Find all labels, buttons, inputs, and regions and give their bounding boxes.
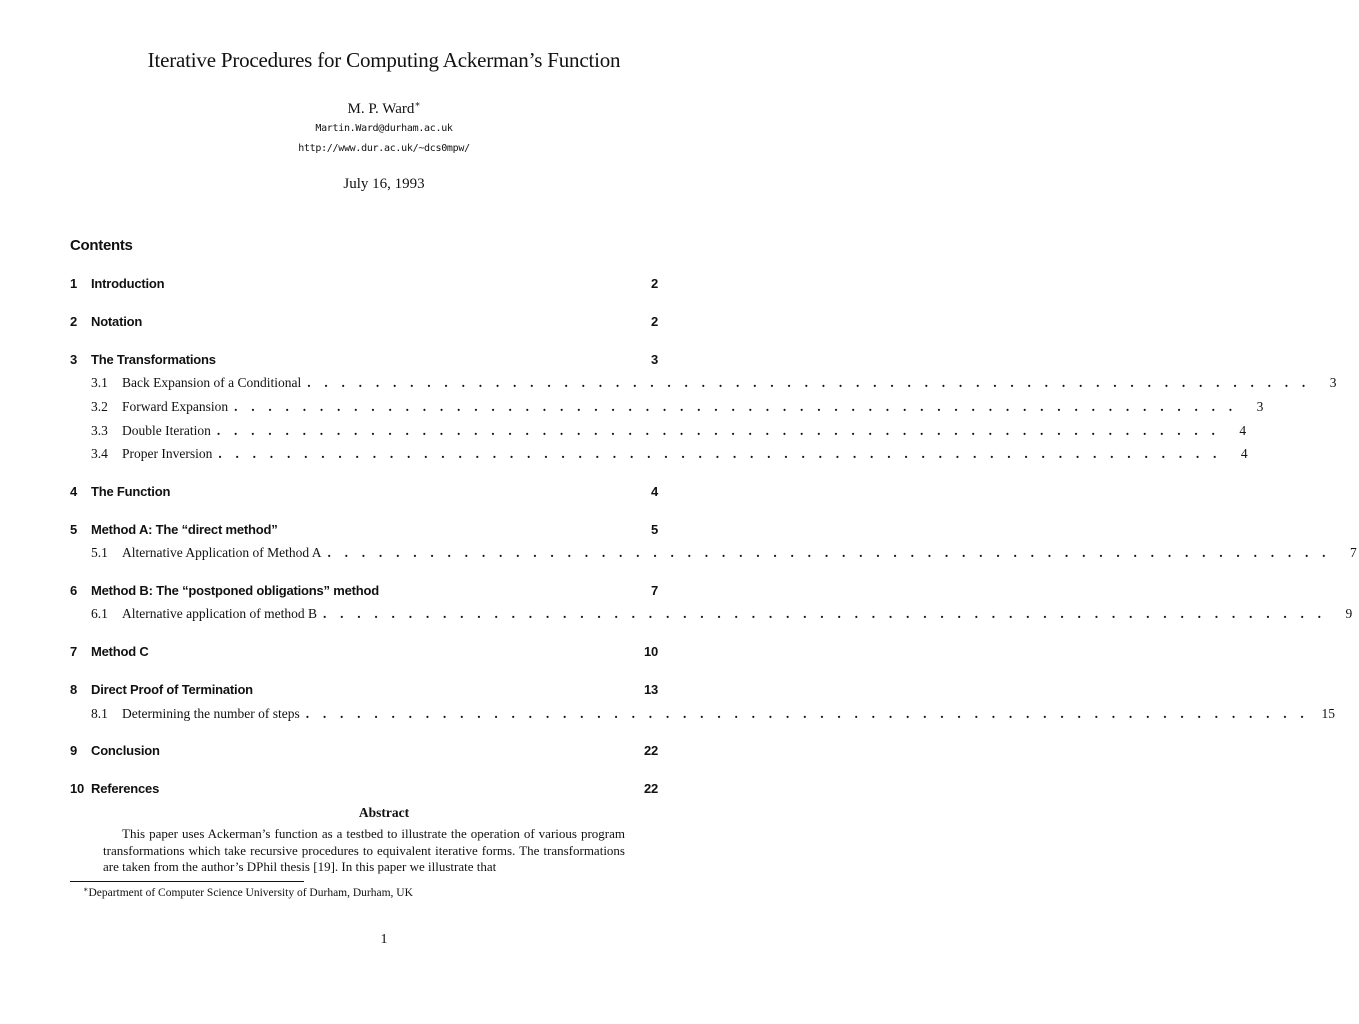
abstract-heading: Abstract: [358, 805, 410, 820]
toc-page-number: 2: [650, 276, 658, 291]
toc-section-title: The Transformations: [91, 352, 216, 367]
contents-heading: Contents: [70, 237, 133, 254]
toc-section-title: Method B: The “postponed obligations” method: [91, 583, 380, 598]
toc-subsection-number: 3.3: [91, 423, 108, 438]
toc-section[interactable]: [70, 781, 660, 801]
toc-section-title: Notation: [91, 314, 143, 329]
toc-section[interactable]: [70, 583, 660, 603]
toc-section-number: 6: [70, 583, 78, 598]
toc-section-number: 2: [70, 314, 78, 329]
toc-page-number: 7: [650, 583, 658, 598]
toc-section[interactable]: [70, 276, 660, 296]
toc-page-number: 2: [650, 314, 658, 329]
toc-section[interactable]: [70, 352, 660, 372]
footnote-text: Department of Computer Science University of Durham, Durham, UK: [88, 887, 413, 899]
toc-section-number: 3: [70, 352, 78, 367]
toc-subsection-title: Alternative Application of Method A: [122, 545, 322, 560]
toc-page-number: 9: [1345, 606, 1353, 621]
toc-page-number: 5: [650, 522, 658, 537]
toc-page-number: 4: [1240, 446, 1248, 461]
toc-subsection-title: Double Iteration: [122, 423, 211, 438]
toc-subsection-number: 3.2: [91, 399, 108, 414]
toc-page-number: 4: [1239, 423, 1247, 438]
toc-dot-leader: . . . . . . . . . . . . . . . . . . . . . . . . . . . . . . . . . . . . . . . . . . . . . . . . . . . . . . . . . . .: [327, 545, 1331, 560]
toc-section-number: 10: [70, 781, 85, 796]
toc-subsection[interactable]: [91, 606, 1353, 626]
toc-dot-leader: . . . . . . . . . . . . . . . . . . . . . . . . . . . . . . . . . . . . . . . . . . . . . . . . . . . . . . . . . . .: [216, 423, 1221, 438]
footnote-rule: [70, 881, 304, 882]
abstract-body: [103, 826, 625, 876]
author-footnote-mark: ∗: [414, 99, 421, 109]
abstract-paragraph: This paper uses Ackerman’s function as a testbed to illustrate the operation of various program transformations which take recursive procedures to equivalent iterative forms. The transformations are taken from the author’s DPhil thesis [19]. In this paper we illustrate that: [103, 826, 625, 874]
toc-subsection-title: Determining the number of steps: [122, 706, 300, 721]
toc-section-title: Introduction: [91, 276, 165, 291]
toc-section-number: 8: [70, 682, 78, 697]
toc-subsection-number: 6.1: [91, 606, 108, 621]
toc-subsection[interactable]: [91, 446, 1248, 466]
toc-section[interactable]: [70, 484, 660, 504]
toc-page-number: 3: [1256, 399, 1264, 414]
paper-title: Iterative Procedures for Computing Ackerman’s Function: [147, 48, 621, 72]
toc-dot-leader: . . . . . . . . . . . . . . . . . . . . . . . . . . . . . . . . . . . . . . . . . . . . . . . . . . . . . . . . . . .: [218, 446, 1222, 461]
author-line: [0, 99, 768, 118]
author-url[interactable]: http://www.dur.ac.uk/~dcs0mpw/: [298, 143, 470, 154]
toc-section-title: References: [91, 781, 160, 796]
toc-page-number: 10: [643, 644, 658, 659]
toc-page-number: 13: [643, 682, 658, 697]
toc-subsection-number: 5.1: [91, 545, 108, 560]
author-name: M. P. Ward: [347, 101, 415, 117]
toc-section-title: Method A: The “direct method”: [91, 522, 278, 537]
toc-subsection-number: 3.4: [91, 446, 108, 461]
toc-dot-leader: . . . . . . . . . . . . . . . . . . . . . . . . . . . . . . . . . . . . . . . . . . . . . . . . . . . . . . . . . . .: [307, 375, 1311, 390]
toc-subsection-number: 3.1: [91, 375, 108, 390]
toc-page-number: 22: [643, 743, 658, 758]
toc-section[interactable]: [70, 682, 660, 702]
toc-subsection[interactable]: [91, 399, 1264, 419]
toc-subsection-title: Forward Expansion: [122, 399, 229, 414]
toc-section-number: 5: [70, 522, 78, 537]
toc-section-title: Method C: [91, 644, 149, 659]
toc-dot-leader: . . . . . . . . . . . . . . . . . . . . . . . . . . . . . . . . . . . . . . . . . . . . . . . . . . . . . . . . . . .: [322, 606, 1327, 621]
toc-section-number: 9: [70, 743, 78, 758]
toc-subsection[interactable]: [91, 423, 1247, 443]
toc-subsection-title: Alternative application of method B: [122, 606, 317, 621]
author-email[interactable]: Martin.Ward@durham.ac.uk: [315, 123, 453, 134]
paper-date: July 16, 1993: [343, 176, 425, 192]
page-number: 1: [380, 932, 388, 947]
toc-subsection-title: Back Expansion of a Conditional: [122, 375, 302, 390]
toc-subsection[interactable]: [91, 375, 1337, 395]
toc-subsection[interactable]: [91, 545, 1357, 565]
toc-section[interactable]: [70, 314, 660, 334]
toc-section-number: 1: [70, 276, 78, 291]
toc-subsection-number: 8.1: [91, 706, 108, 721]
footnote: [83, 885, 413, 899]
toc-page-number: 15: [1321, 706, 1335, 721]
toc-section[interactable]: [70, 644, 660, 664]
toc-section[interactable]: [70, 522, 660, 542]
toc-section-number: 4: [70, 484, 78, 499]
toc-subsection[interactable]: [91, 706, 1335, 726]
toc-section[interactable]: [70, 743, 660, 763]
toc-dot-leader: . . . . . . . . . . . . . . . . . . . . . . . . . . . . . . . . . . . . . . . . . . . . . . . . . . . . . . . . . . .: [305, 706, 1309, 721]
toc-subsection-title: Proper Inversion: [122, 446, 213, 461]
toc-dot-leader: . . . . . . . . . . . . . . . . . . . . . . . . . . . . . . . . . . . . . . . . . . . . . . . . . . . . . . . . . . .: [234, 399, 1238, 414]
footnote-mark: ∗: [83, 885, 89, 894]
toc-page-number: 22: [643, 781, 658, 796]
toc-page-number: 3: [650, 352, 658, 367]
toc-section-title: Direct Proof of Termination: [91, 682, 253, 697]
toc-page-number: 7: [1350, 545, 1357, 560]
toc-section-title: The Function: [91, 484, 171, 499]
toc-section-number: 7: [70, 644, 78, 659]
toc-section-title: Conclusion: [91, 743, 160, 758]
toc-page-number: 3: [1329, 375, 1337, 390]
toc-page-number: 4: [650, 484, 658, 499]
